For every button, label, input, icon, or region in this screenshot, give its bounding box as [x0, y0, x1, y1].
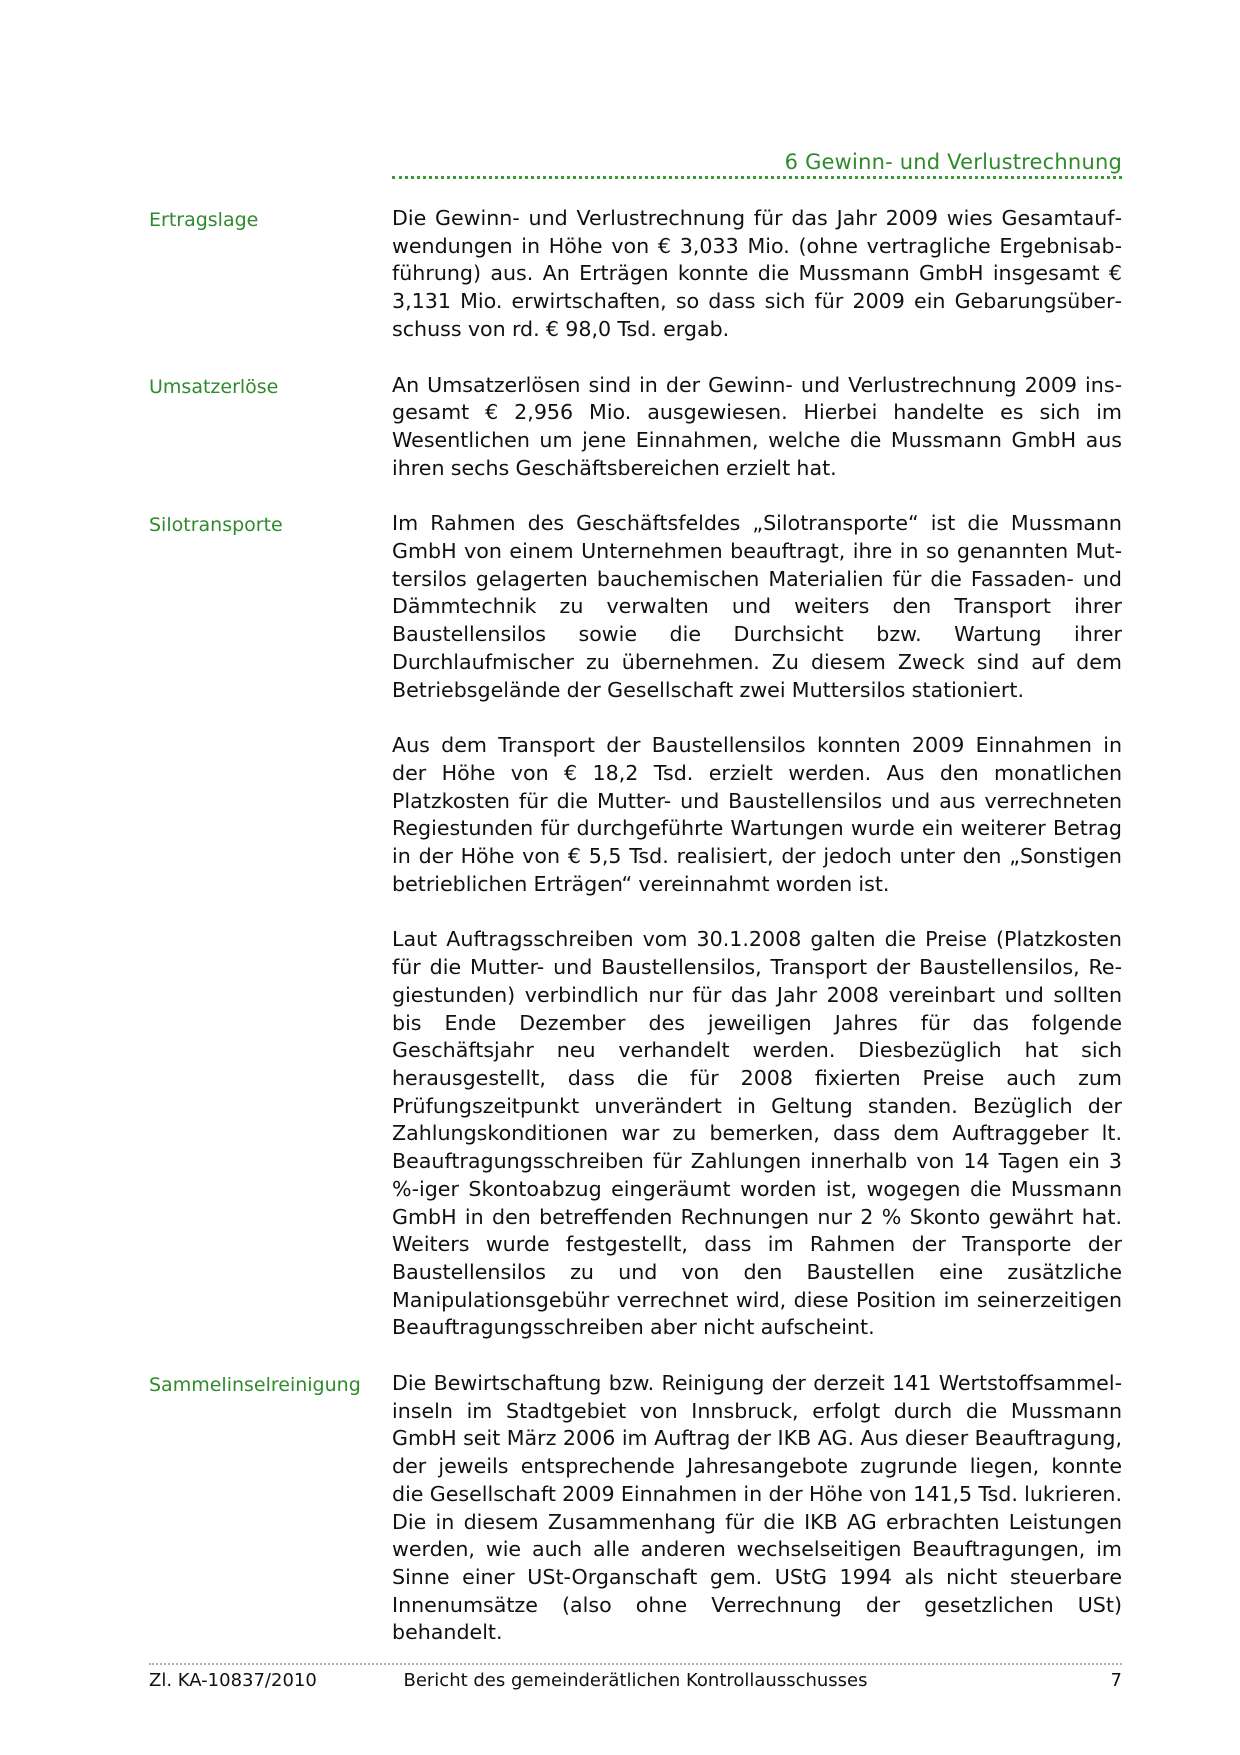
page-body	[0, 205, 1240, 1675]
footer-reference: Zl. KA-10837/2010	[149, 1670, 317, 1691]
header-divider	[392, 176, 1122, 179]
section-sammelinselreinigung	[0, 1370, 1240, 1647]
paragraph-silotransporte-1: Im Rahmen des Geschäftsfeldes „Silotransporte“ ist die Mussmann GmbH von einem Unternehmen beauftragt, ihre in so genannten Muttersilos gelagerten bauchemischen Materialien für die Fassaden- und Dämmtechnik zu verwalten und weiters den Transport ihrer Baustellensilos sowie die Durchsicht bzw. Wartung ihrer Durchlaufmischer zu übernehmen. Zu diesem Zweck sind auf dem Betriebsgelände der Gesellschaft zwei Muttersilos stationiert.	[392, 511, 1122, 702]
margin-label-sammelinselreinigung: Sammelinselreinigung	[149, 1374, 361, 1397]
page-footer	[149, 1668, 1122, 1694]
section-silotransporte	[0, 510, 1240, 1342]
paragraph-silotransporte-3: Laut Auftragsschreiben vom 30.1.2008 galten die Preise (Platzkosten für die Mutter- und Baustellensilos, Transport der Baustellensilos, Regiestunden) verbindlich nur für das Jahr 2008 vereinbart und sollten bis Ende Dezember des jeweiligen Jahres für das folgende Geschäftsjahr neu verhandelt werden. Diesbezüglich hat sich herausgestellt, dass die für 2008 fixierten Preise auch zum Prüfungszeitpunkt unverändert in Geltung standen. Bezüglich der Zahlungskonditionen war zu bemerken, dass dem Auftraggeber lt. Beauftragungsschreiben für Zahlungen innerhalb von 14 Tagen ein 3 %-iger Skontoabzug eingeräumt worden ist, wogegen die Mussmann GmbH in den betreffenden Rechnungen nur 2 % Skonto gewährt hat. Weiters wurde festgestellt, dass im Rahmen der Transporte der Baustellensilos zu und von den Baustellen eine zusätzliche Manipulationsgebühr verrechnet wird, diese Position im seinerzeitigen Beauftragungsschreiben aber nicht aufscheint.	[392, 927, 1122, 1340]
paragraph-silotransporte-2: Aus dem Transport der Baustellensilos konnten 2009 Einnahmen in der Höhe von € 18,2 Tsd. erzielt werden. Aus den monatlichen Platzkosten für die Mutter- und Baustellensilos und aus verrechneten Regiestunden für durchgeführte Wartungen wurde ein weiterer Betrag in der Höhe von € 5,5 Tsd. realisiert, der jedoch unter den „Sonstigen betrieblichen Erträgen“ vereinnahmt worden ist.	[392, 733, 1122, 896]
section-umsatzerloese	[0, 372, 1240, 483]
margin-label-ertragslage: Ertragslage	[149, 209, 259, 231]
footer-page-number: 7	[1110, 1670, 1122, 1691]
footer-document-title: Bericht des gemeinderätlichen Kontrollausschusses	[403, 1670, 868, 1691]
paragraph-sammelinselreinigung: Die Bewirtschaftung bzw. Reinigung der derzeit 141 Wertstoffsammelinseln im Stadtgebiet von Innsbruck, erfolgt durch die Mussmann GmbH seit März 2006 im Auftrag der IKB AG. Aus dieser Beauftragung, der jeweils entsprechende Jahresangebote zugrunde liegen, konnte die Gesellschaft 2009 Einnahmen in der Höhe von 141,5 Tsd. lukrieren. Die in diesem Zusammenhang für die IKB AG erbrachten Leistungen werden, wie auch alle anderen wechselseitigen Beauftragungen, im Sinne einer USt-Organschaft gem. UStG 1994 als nicht steuerbare Innenumsätze (also ohne Verrechnung der gesetzlichen USt) behandelt.	[392, 1371, 1122, 1645]
section-header: 6 Gewinn- und Verlustrechnung	[784, 150, 1122, 174]
margin-label-umsatzerloese: Umsatzerlöse	[149, 375, 279, 398]
footer-divider	[149, 1663, 1122, 1665]
paragraph-umsatzerloese: An Umsatzerlösen sind in der Gewinn- und Verlustrechnung 2009 insgesamt € 2,956 Mio. ausgewiesen. Hierbei handelte es sich im Wesentlichen um jene Einnahmen, welche die Mussmann GmbH aus ihren sechs Geschäftsbereichen erzielt hat.	[392, 372, 1122, 480]
section-ertragslage	[0, 205, 1240, 344]
paragraph-ertragslage: Die Gewinn- und Verlustrechnung für das Jahr 2009 wies Gesamtaufwendungen in Höhe von € 3,033 Mio. (ohne vertragliche Ergebnisabführung) aus. An Erträgen konnte die Mussmann GmbH insgesamt € 3,131 Mio. erwirtschaften, so dass sich für 2009 ein Gebarungsüberschuss von rd. € 98,0 Tsd. ergab.	[392, 206, 1122, 341]
margin-label-silotransporte: Silotransporte	[149, 514, 283, 537]
